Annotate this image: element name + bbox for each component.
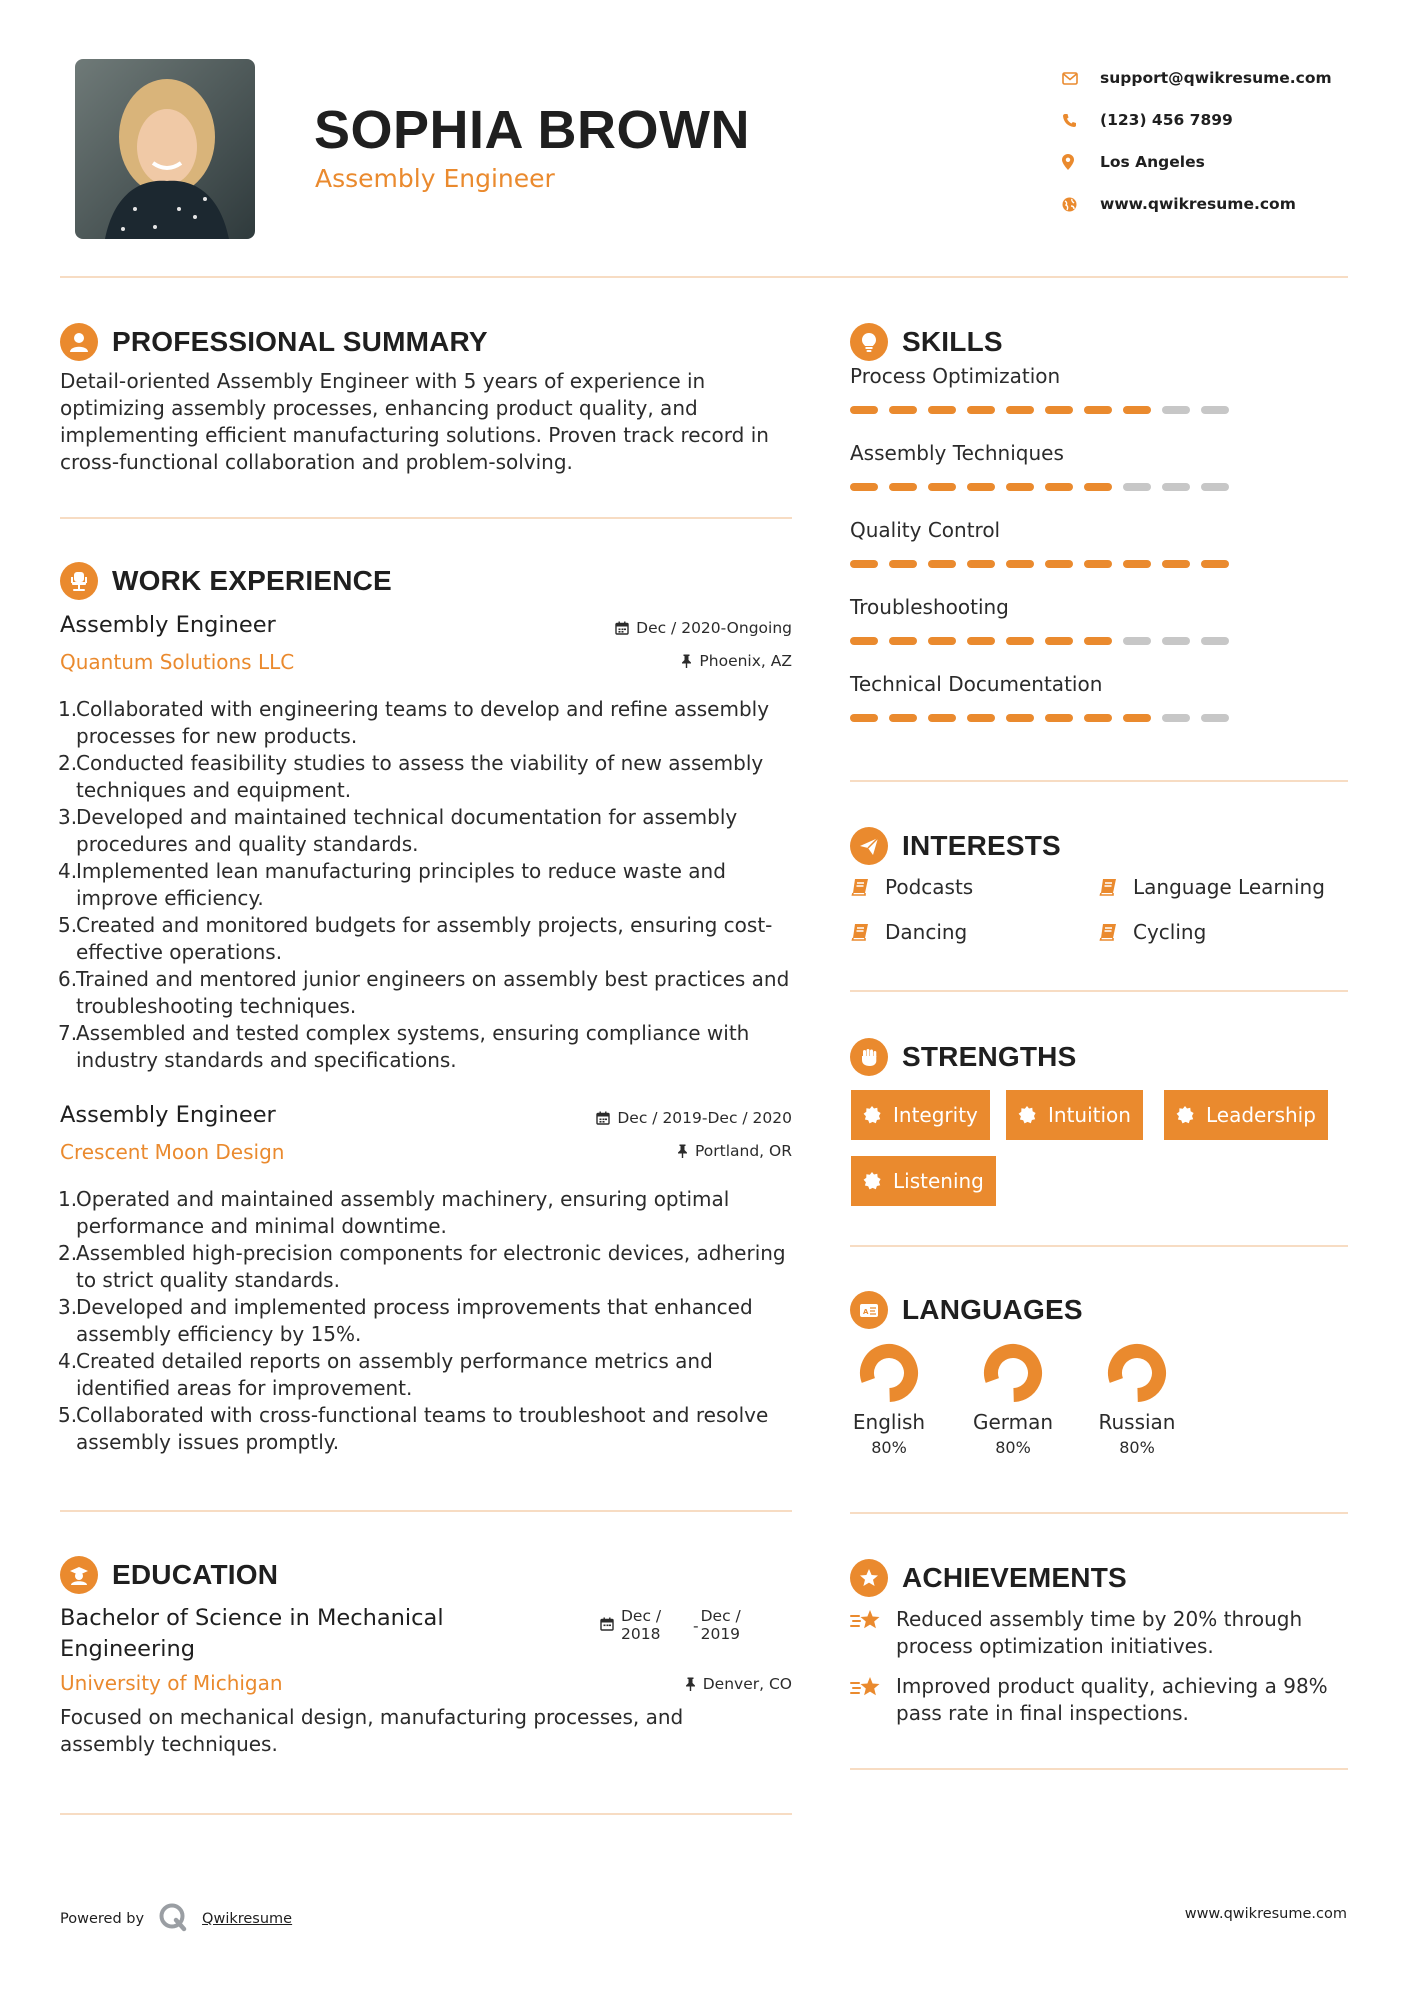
skill-item xyxy=(850,672,1348,749)
skill-name: Assembly Techniques xyxy=(850,441,1064,465)
skill-dot xyxy=(889,406,917,414)
book-icon xyxy=(851,922,871,942)
strengths-heading: STRENGTHS xyxy=(902,1041,1077,1072)
skill-dot xyxy=(1045,637,1073,645)
language-name: English xyxy=(852,1410,926,1434)
job-location xyxy=(681,652,792,670)
skill-dot xyxy=(1006,406,1034,414)
achievements-divider xyxy=(850,1768,1348,1770)
badge-icon xyxy=(863,1106,881,1124)
skills-section xyxy=(850,322,1348,749)
skill-dot xyxy=(1084,483,1112,491)
skill-item xyxy=(850,364,1348,441)
experience-heading: WORK EXPERIENCE xyxy=(112,565,392,596)
job-location xyxy=(677,1142,792,1160)
skills-header xyxy=(850,322,1348,362)
calendar-icon xyxy=(600,1617,614,1631)
skill-dot xyxy=(1084,714,1112,722)
skill-dot xyxy=(1162,637,1190,645)
strength-tag: Intuition xyxy=(1006,1090,1143,1140)
education-location xyxy=(685,1675,792,1693)
language-item xyxy=(1092,1342,1182,1457)
skill-dot xyxy=(850,637,878,645)
language-progress-ring xyxy=(982,1342,1044,1404)
skill-dot xyxy=(1162,714,1190,722)
skill-dot xyxy=(1201,560,1229,568)
skill-dot xyxy=(928,637,956,645)
contact-phone[interactable] xyxy=(1062,99,1332,141)
contact-email[interactable] xyxy=(1062,57,1332,99)
skill-dot xyxy=(889,637,917,645)
job-entry xyxy=(60,1098,792,1456)
contact-email-text: support@qwikresume.com xyxy=(1100,69,1332,87)
skill-name: Quality Control xyxy=(850,518,1001,542)
experience-header xyxy=(60,561,792,601)
skill-item xyxy=(850,518,1348,595)
summary-divider xyxy=(60,517,792,519)
experience-divider xyxy=(60,1510,792,1512)
interests-section xyxy=(850,826,1348,956)
list-item: 1. Operated and maintained assembly machinery, ensuring optimal performance and minimal downtime. xyxy=(58,1187,730,1238)
experience-section xyxy=(60,561,792,601)
strengths-section xyxy=(850,1037,1348,1217)
skill-dot xyxy=(889,483,917,491)
skill-dot xyxy=(1201,637,1229,645)
pushpin-icon xyxy=(685,1677,696,1691)
shooting-star-icon xyxy=(850,1675,884,1701)
list-item: 7. Assembled and tested complex systems, ensuring compliance with industry standards and specifications. xyxy=(58,1021,750,1072)
language-progress-arc xyxy=(861,1345,917,1401)
badge-icon xyxy=(1176,1106,1194,1124)
education-description: Focused on mechanical design, manufacturing processes, and assembly techniques. xyxy=(60,1705,684,1756)
job-date-text: Dec / 2020-Ongoing xyxy=(636,619,792,637)
skill-dot xyxy=(1045,714,1073,722)
job-date xyxy=(615,619,792,637)
list-item: 5. Collaborated with cross-functional teams to troubleshoot and resolve assembly issues promptly. xyxy=(58,1403,769,1454)
languages-divider xyxy=(850,1512,1348,1514)
skill-name: Technical Documentation xyxy=(850,672,1103,696)
skill-rating xyxy=(850,560,1348,568)
book-icon xyxy=(1099,922,1119,942)
language-progress-ring xyxy=(858,1342,920,1404)
list-item: 4. Created detailed reports on assembly performance metrics and identified areas for improvement. xyxy=(58,1349,713,1400)
skill-dot xyxy=(889,714,917,722)
education-heading: EDUCATION xyxy=(112,1559,279,1590)
candidate-title: Assembly Engineer xyxy=(315,164,555,193)
language-item xyxy=(844,1342,934,1457)
skill-dot xyxy=(1201,714,1229,722)
summary-heading: PROFESSIONAL SUMMARY xyxy=(112,326,488,357)
strength-tag: Leadership xyxy=(1164,1090,1328,1140)
skill-dot xyxy=(1162,483,1190,491)
job-date-text: Dec / 2019-Dec / 2020 xyxy=(617,1109,792,1127)
list-item: 3. Developed and implemented process improvements that enhanced assembly efficiency by 15%. xyxy=(58,1295,753,1346)
skills-heading: SKILLS xyxy=(902,326,1003,357)
skill-dot xyxy=(967,483,995,491)
language-percent: 80% xyxy=(995,1438,1031,1457)
language-percent: 80% xyxy=(1119,1438,1155,1457)
list-item: 2. Conducted feasibility studies to assess the viability of new assembly techniques and equipment. xyxy=(58,751,764,802)
language-progress-ring xyxy=(1106,1342,1168,1404)
globe-icon xyxy=(1062,197,1100,212)
lightbulb-icon xyxy=(850,323,888,361)
language-percent: 80% xyxy=(871,1438,907,1457)
languages-header xyxy=(850,1290,1348,1330)
interests-header xyxy=(850,826,1348,866)
education-divider xyxy=(60,1813,792,1815)
skill-dot xyxy=(1123,560,1151,568)
list-item: 4. Implemented lean manufacturing principles to reduce waste and improve efficiency. xyxy=(58,859,726,910)
interest-item: Cycling xyxy=(1099,920,1206,944)
summary-text: Detail-oriented Assembly Engineer with 5 years of experience in optimizing assembly processes, enhancing product quality, and implementing efficient manufacturing solutions. Proven track record in cross-functional collaboration and problem-solving. xyxy=(60,369,769,474)
book-icon xyxy=(1099,877,1119,897)
skill-dot xyxy=(1123,714,1151,722)
job-title: Assembly Engineer xyxy=(60,612,276,638)
skill-dot xyxy=(1201,483,1229,491)
job-entry xyxy=(60,608,792,1074)
powered-by-label: Powered by xyxy=(60,1911,145,1927)
skill-dot xyxy=(850,560,878,568)
skill-dot xyxy=(850,406,878,414)
skill-dot xyxy=(928,406,956,414)
paper-plane-icon xyxy=(850,827,888,865)
strength-tag: Listening xyxy=(851,1156,996,1206)
job-location-text: Phoenix, AZ xyxy=(699,652,792,670)
education-date-start: Dec / 2018 xyxy=(621,1607,662,1643)
skill-dot xyxy=(889,560,917,568)
skill-dot xyxy=(1084,560,1112,568)
book-icon xyxy=(851,877,871,897)
pushpin-icon xyxy=(681,654,692,668)
interests-heading: INTERESTS xyxy=(902,830,1061,861)
qwikresume-link[interactable]: Qwikresume xyxy=(202,1911,293,1927)
svg-text:A: A xyxy=(863,1308,869,1316)
interest-item: Dancing xyxy=(851,920,967,944)
qwikresume-logo-icon xyxy=(158,1902,188,1936)
contact-list xyxy=(1062,57,1332,225)
fist-icon xyxy=(850,1038,888,1076)
skills-list xyxy=(850,364,1348,749)
shooting-star-icon xyxy=(850,1608,884,1634)
skill-dot xyxy=(967,714,995,722)
header-divider xyxy=(60,276,1348,278)
job-location-text: Portland, OR xyxy=(694,1142,792,1160)
education-date-end: Dec / 2019 xyxy=(700,1607,741,1643)
job-date xyxy=(596,1109,792,1127)
achievement-item: Reduced assembly time by 20% through process optimization initiatives. xyxy=(850,1606,1348,1660)
education-section xyxy=(60,1555,792,1756)
skill-rating xyxy=(850,483,1348,491)
user-icon xyxy=(60,323,98,361)
summary-header xyxy=(60,322,792,362)
contact-location xyxy=(1062,141,1332,183)
skill-dot xyxy=(850,714,878,722)
list-item: 6. Trained and mentored junior engineers on assembly best practices and troubleshooting techniques. xyxy=(58,967,790,1018)
interest-item: Language Learning xyxy=(1099,875,1325,899)
skill-dot xyxy=(967,637,995,645)
language-item xyxy=(968,1342,1058,1457)
footer-powered-by xyxy=(60,1902,292,1936)
contact-website[interactable] xyxy=(1062,183,1332,225)
candidate-name: SOPHIA BROWN xyxy=(314,100,750,160)
profile-photo xyxy=(75,59,255,239)
skill-rating xyxy=(850,406,1348,414)
skill-dot xyxy=(1123,637,1151,645)
skill-dot xyxy=(1006,637,1034,645)
skill-rating xyxy=(850,637,1348,645)
pushpin-icon xyxy=(677,1144,688,1158)
achievements-header xyxy=(850,1558,1348,1598)
skill-dot xyxy=(1084,637,1112,645)
achievements-section xyxy=(850,1558,1348,1738)
language-name: Russian xyxy=(1098,1410,1176,1434)
skill-dot xyxy=(928,483,956,491)
job-bullets xyxy=(60,1186,792,1456)
footer-website[interactable]: www.qwikresume.com xyxy=(1184,1906,1347,1922)
job-title: Assembly Engineer xyxy=(60,1102,276,1128)
achievement-item: Improved product quality, achieving a 98% pass rate in final inspections. xyxy=(850,1673,1348,1727)
job-company: Crescent Moon Design xyxy=(60,1140,285,1164)
languages-section xyxy=(850,1290,1348,1470)
skill-dot xyxy=(1006,560,1034,568)
language-name: German xyxy=(972,1410,1054,1434)
interests-divider xyxy=(850,990,1348,992)
skill-dot xyxy=(1084,406,1112,414)
job-bullets xyxy=(60,696,792,1074)
skill-dot xyxy=(928,560,956,568)
contact-phone-text: (123) 456 7899 xyxy=(1100,111,1233,129)
school-name: University of Michigan xyxy=(60,1671,283,1695)
languages-heading: LANGUAGES xyxy=(902,1294,1083,1325)
star-icon xyxy=(850,1559,888,1597)
calendar-icon xyxy=(615,621,629,635)
education-header xyxy=(60,1555,792,1595)
skills-divider xyxy=(850,780,1348,782)
contact-website-text: www.qwikresume.com xyxy=(1100,195,1296,213)
skill-dot xyxy=(1045,483,1073,491)
language-progress-arc xyxy=(985,1345,1041,1401)
skill-dot xyxy=(1123,483,1151,491)
skill-dot xyxy=(967,560,995,568)
skill-dot xyxy=(967,406,995,414)
calendar-icon xyxy=(596,1111,610,1125)
skill-item xyxy=(850,595,1348,672)
skill-item xyxy=(850,441,1348,518)
location-pin-icon xyxy=(1062,154,1100,170)
education-date: Dec / 2018 - Dec / 2019 xyxy=(600,1607,757,1643)
list-item: 3. Developed and maintained technical documentation for assembly procedures and quality standards. xyxy=(58,805,738,856)
skill-dot xyxy=(1006,483,1034,491)
skill-dot xyxy=(1045,560,1073,568)
language-card-icon xyxy=(850,1291,888,1329)
summary-section xyxy=(60,322,792,476)
list-item: 5. Created and monitored budgets for assembly projects, ensuring cost-effective operations. xyxy=(58,913,773,964)
strength-tag: Integrity xyxy=(851,1090,990,1140)
skill-dot xyxy=(1162,560,1190,568)
skill-name: Process Optimization xyxy=(850,364,1061,388)
interest-item: Podcasts xyxy=(851,875,973,899)
contact-location-text: Los Angeles xyxy=(1100,153,1205,171)
graduate-icon xyxy=(60,1556,98,1594)
skill-dot xyxy=(928,714,956,722)
badge-icon xyxy=(863,1172,881,1190)
strengths-header xyxy=(850,1037,1348,1077)
education-location-text: Denver, CO xyxy=(702,1675,792,1693)
strengths-divider xyxy=(850,1245,1348,1247)
achievements-heading: ACHIEVEMENTS xyxy=(902,1562,1127,1593)
degree-title: Bachelor of Science in Mechanical Engineering xyxy=(60,1605,444,1662)
list-item: 2. Assembled high-precision components for electronic devices, adhering to strict quality standards. xyxy=(58,1241,786,1292)
language-progress-arc xyxy=(1109,1345,1165,1401)
skill-dot xyxy=(1201,406,1229,414)
skill-rating xyxy=(850,714,1348,722)
envelope-icon xyxy=(1062,72,1100,85)
list-item: 1. Collaborated with engineering teams to develop and refine assembly processes for new products. xyxy=(58,697,770,748)
skill-name: Troubleshooting xyxy=(850,595,1009,619)
skill-dot xyxy=(1045,406,1073,414)
skill-dot xyxy=(1006,714,1034,722)
badge-icon xyxy=(1018,1106,1036,1124)
phone-icon xyxy=(1062,113,1100,128)
job-company: Quantum Solutions LLC xyxy=(60,650,295,674)
skill-dot xyxy=(850,483,878,491)
skill-dot xyxy=(1162,406,1190,414)
skill-dot xyxy=(1123,406,1151,414)
office-chair-icon xyxy=(60,562,98,600)
